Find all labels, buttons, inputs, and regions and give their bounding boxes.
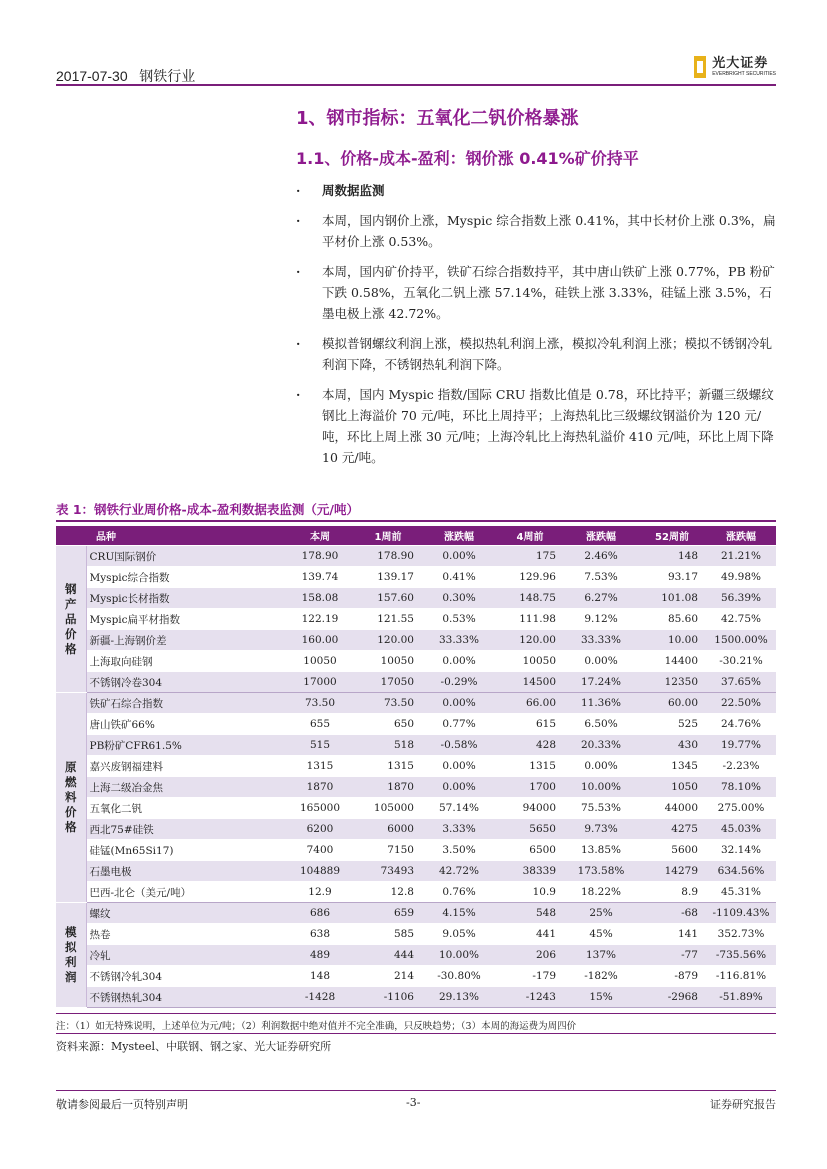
header-cell: 涨跌幅	[706, 526, 776, 546]
table-cell: 0.53%	[422, 609, 496, 630]
table-cell: 10050	[354, 651, 422, 672]
table-cell: 17.24%	[564, 672, 638, 693]
table-cell: 650	[354, 714, 422, 735]
header-cell: 4周前	[496, 526, 564, 546]
table-cell: 12.8	[354, 882, 422, 903]
table-cell: 10.00%	[422, 945, 496, 966]
row-label: 新疆-上海钢价差	[86, 630, 286, 651]
table-cell: 0.00%	[564, 651, 638, 672]
table-cell: -179	[496, 966, 564, 987]
company-logo	[694, 52, 776, 82]
table-cell: 1315	[286, 756, 354, 777]
header-cell: 52周前	[638, 526, 706, 546]
table-cell: 430	[638, 735, 706, 756]
table-cell: 9.05%	[422, 924, 496, 945]
table-cell: 101.08	[638, 588, 706, 609]
header-cell: 1周前	[354, 526, 422, 546]
logo-mark-icon	[694, 56, 706, 78]
table-cell: 352.73%	[706, 924, 776, 945]
table-cell: 5600	[638, 840, 706, 861]
table-cell: 10.00%	[564, 777, 638, 798]
table-cell: 6200	[286, 819, 354, 840]
table-cell: 15%	[564, 987, 638, 1008]
row-label: 螺纹	[86, 903, 286, 924]
row-label: 不锈钢热轧304	[86, 987, 286, 1008]
header-date-industry	[56, 66, 195, 86]
table-row	[56, 861, 776, 882]
table-cell: 17000	[286, 672, 354, 693]
table-cell: 122.19	[286, 609, 354, 630]
row-label: 石墨电极	[86, 861, 286, 882]
table-top-rule	[56, 520, 776, 522]
table-cell: 525	[638, 714, 706, 735]
table-row	[56, 546, 776, 567]
table-cell: 0.00%	[422, 777, 496, 798]
table-cell: 428	[496, 735, 564, 756]
table-row	[56, 567, 776, 588]
group-label: 原 燃 料 价 格	[56, 693, 86, 903]
industry-label: 钢铁行业	[139, 68, 196, 84]
table-cell: 7400	[286, 840, 354, 861]
table-cell: 1700	[496, 777, 564, 798]
table-cell: 0.00%	[422, 693, 496, 714]
table-cell: 175	[496, 546, 564, 567]
header-blank	[56, 526, 86, 546]
table-row	[56, 651, 776, 672]
table-cell: 14279	[638, 861, 706, 882]
table-cell: 638	[286, 924, 354, 945]
table-cell: -2.23%	[706, 756, 776, 777]
table-cell: 7150	[354, 840, 422, 861]
data-source: 资料来源：Mysteel、中联钢、钢之家、光大证券研究所	[56, 1033, 776, 1054]
table-cell: 7.53%	[564, 567, 638, 588]
table-cell: 148	[638, 546, 706, 567]
table-cell: 19.77%	[706, 735, 776, 756]
row-label: Myspic综合指数	[86, 567, 286, 588]
table-cell: 129.96	[496, 567, 564, 588]
table-cell: 14400	[638, 651, 706, 672]
row-label: 冷轧	[86, 945, 286, 966]
table-cell: 12.9	[286, 882, 354, 903]
table-cell: 93.17	[638, 567, 706, 588]
table-cell: 32.14%	[706, 840, 776, 861]
group-label: 模 拟 利 润	[56, 903, 86, 1008]
table-cell: 120.00	[496, 630, 564, 651]
table-cell: 441	[496, 924, 564, 945]
table-cell: 42.72%	[422, 861, 496, 882]
table-cell: 85.60	[638, 609, 706, 630]
table-cell: 6500	[496, 840, 564, 861]
table-cell: 1500.00%	[706, 630, 776, 651]
table-cell: 655	[286, 714, 354, 735]
table-cell: 25%	[564, 903, 638, 924]
table-cell: 615	[496, 714, 564, 735]
table-cell: 60.00	[638, 693, 706, 714]
table-cell: 148.75	[496, 588, 564, 609]
table-cell: 173.58%	[564, 861, 638, 882]
row-label: 五氧化二钒	[86, 798, 286, 819]
bullet-item: · 模拟普钢螺纹利润上涨，模拟热轧利润上涨，模拟冷轧利润上涨；模拟不锈钢冷轧利润下降，不锈钢热轧利润下降。	[296, 333, 780, 375]
table-cell: 10.00	[638, 630, 706, 651]
bullet-item: · 本周，国内 Myspic 指数/国际 CRU 指数比值是 0.78，环比持平；新疆三级螺纹钢比上海溢价 70 元/吨，环比上周持平；上海热轧比三级螺纹钢溢价为 120 元/吨，环比上周上涨 30 元/吨；上海冷轧比上海热轧溢价 410 元/吨，环比上周下降 10 元/吨。	[296, 384, 780, 468]
table-cell: 0.00%	[422, 651, 496, 672]
row-label: PB粉矿CFR61.5%	[86, 735, 286, 756]
table-body	[56, 546, 776, 1008]
table-cell: 148	[286, 966, 354, 987]
table-cell: 45%	[564, 924, 638, 945]
table-cell: 4275	[638, 819, 706, 840]
footer-disclaimer: 敬请参阅最后一页特别声明	[56, 1098, 188, 1111]
table-cell: 13.85%	[564, 840, 638, 861]
table-cell: 275.00%	[706, 798, 776, 819]
table-cell: 206	[496, 945, 564, 966]
table-cell: 4.15%	[422, 903, 496, 924]
table-row	[56, 966, 776, 987]
table-row	[56, 987, 776, 1008]
row-label: 热卷	[86, 924, 286, 945]
table-cell: 0.00%	[422, 546, 496, 567]
row-label: 铁矿石综合指数	[86, 693, 286, 714]
table-cell: -0.29%	[422, 672, 496, 693]
table-cell: -182%	[564, 966, 638, 987]
table-cell: -30.80%	[422, 966, 496, 987]
table-cell: 66.00	[496, 693, 564, 714]
table-cell: 121.55	[354, 609, 422, 630]
table-cell: 17050	[354, 672, 422, 693]
table-cell: -735.56%	[706, 945, 776, 966]
table-cell: 20.33%	[564, 735, 638, 756]
header-cell: 品种	[86, 526, 286, 546]
table-cell: 3.33%	[422, 819, 496, 840]
table-cell: 157.60	[354, 588, 422, 609]
table-cell: 49.98%	[706, 567, 776, 588]
table-row	[56, 798, 776, 819]
table-cell: 9.73%	[564, 819, 638, 840]
bullet-list	[296, 180, 780, 477]
row-label: 硅锰(Mn65Si17)	[86, 840, 286, 861]
bullet-item: · 本周，国内钢价上涨，Myspic 综合指数上涨 0.41%，其中长材价上涨 0.3%，扁平材价上涨 0.53%。	[296, 210, 780, 252]
table-cell: 585	[354, 924, 422, 945]
table-row	[56, 630, 776, 651]
table-cell: 6.27%	[564, 588, 638, 609]
logo-chinese: 光大证券	[712, 56, 769, 71]
table-row	[56, 714, 776, 735]
table-cell: 0.00%	[564, 756, 638, 777]
table-cell: 178.90	[354, 546, 422, 567]
table-cell: 634.56%	[706, 861, 776, 882]
table-cell: 141	[638, 924, 706, 945]
table-cell: 75.53%	[564, 798, 638, 819]
table-cell: -1109.43%	[706, 903, 776, 924]
page-header	[56, 52, 776, 86]
table-cell: 10050	[496, 651, 564, 672]
table-cell: 105000	[354, 798, 422, 819]
table-row	[56, 924, 776, 945]
table-cell: -2968	[638, 987, 706, 1008]
table-cell: 45.31%	[706, 882, 776, 903]
table-cell: 1870	[286, 777, 354, 798]
table-cell: 73.50	[354, 693, 422, 714]
row-label: 唐山铁矿66%	[86, 714, 286, 735]
table-cell: 9.12%	[564, 609, 638, 630]
footer-report-type: 证券研究报告	[710, 1098, 776, 1111]
row-label: 上海取向硅钢	[86, 651, 286, 672]
bullet-item: · 本周，国内矿价持平，铁矿石综合指数持平，其中唐山铁矿上涨 0.77%，PB 粉矿下跌 0.58%，五氧化二钒上涨 57.14%，硅铁上涨 3.33%，硅锰上涨 3.5%，石墨电极上涨 42.72%。	[296, 261, 780, 324]
table-cell: 29.13%	[422, 987, 496, 1008]
header-divider	[56, 84, 776, 86]
table-cell: 38339	[496, 861, 564, 882]
table-cell: 22.50%	[706, 693, 776, 714]
table-cell: 2.46%	[564, 546, 638, 567]
table-cell: 518	[354, 735, 422, 756]
table-cell: 10.9	[496, 882, 564, 903]
table-cell: -51.89%	[706, 987, 776, 1008]
subsection-heading: 1.1、价格-成本-盈利：钢价涨 0.41%矿价持平	[296, 149, 639, 168]
table-cell: 42.75%	[706, 609, 776, 630]
table-cell: 44000	[638, 798, 706, 819]
table-cell: 548	[496, 903, 564, 924]
table-cell: 0.00%	[422, 756, 496, 777]
group-label: 钢 产 品 价 格	[56, 546, 86, 693]
table-row	[56, 840, 776, 861]
table-cell: 139.74	[286, 567, 354, 588]
table-cell: 57.14%	[422, 798, 496, 819]
header-cell: 涨跌幅	[422, 526, 496, 546]
table-cell: 165000	[286, 798, 354, 819]
table-cell: 120.00	[354, 630, 422, 651]
header-cell: 涨跌幅	[564, 526, 638, 546]
table-cell: -77	[638, 945, 706, 966]
table-header-row	[56, 526, 776, 546]
row-label: 上海二级冶金焦	[86, 777, 286, 798]
table-cell: 24.76%	[706, 714, 776, 735]
table-note: 注：（1）如无特殊说明，上述单位为元/吨；（2）利润数据中绝对值并不完全准确，只反映趋势；（3）本周的海运费为周四价	[56, 1013, 776, 1032]
table-cell: 21.21%	[706, 546, 776, 567]
table-cell: -1243	[496, 987, 564, 1008]
table-row	[56, 693, 776, 714]
table-cell: 33.33%	[422, 630, 496, 651]
table-title: 表 1：钢铁行业周价格-成本-盈利数据表监测（元/吨）	[56, 502, 359, 517]
table-cell: 0.76%	[422, 882, 496, 903]
table-cell: 33.33%	[564, 630, 638, 651]
table-row	[56, 756, 776, 777]
table-cell: 178.90	[286, 546, 354, 567]
table-row	[56, 882, 776, 903]
section-heading: 1、钢市指标：五氧化二钒价格暴涨	[296, 108, 579, 129]
table-cell: 73.50	[286, 693, 354, 714]
table-cell: 18.22%	[564, 882, 638, 903]
table-cell: -0.58%	[422, 735, 496, 756]
table-cell: 160.00	[286, 630, 354, 651]
table-cell: 1315	[354, 756, 422, 777]
table-cell: 56.39%	[706, 588, 776, 609]
footer-divider	[56, 1090, 776, 1091]
table-row	[56, 819, 776, 840]
table-cell: 1050	[638, 777, 706, 798]
table-cell: 139.17	[354, 567, 422, 588]
logo-english: EVERBRIGHT SECURITIES	[712, 71, 776, 77]
table-cell: 78.10%	[706, 777, 776, 798]
table-cell: 3.50%	[422, 840, 496, 861]
table-cell: 659	[354, 903, 422, 924]
row-label: Myspic扁平材指数	[86, 609, 286, 630]
bullet-item: · 周数据监测	[296, 180, 780, 201]
table-cell: 37.65%	[706, 672, 776, 693]
table-cell: -30.21%	[706, 651, 776, 672]
table-cell: 0.30%	[422, 588, 496, 609]
table-cell: -68	[638, 903, 706, 924]
report-date: 2017-07-30	[56, 68, 128, 84]
table-row	[56, 588, 776, 609]
table-cell: 45.03%	[706, 819, 776, 840]
table-cell: 104889	[286, 861, 354, 882]
table-row	[56, 672, 776, 693]
row-label: 西北75#硅铁	[86, 819, 286, 840]
table-cell: -116.81%	[706, 966, 776, 987]
row-label: CRU国际钢价	[86, 546, 286, 567]
table-row	[56, 735, 776, 756]
table-cell: 0.77%	[422, 714, 496, 735]
row-label: 不锈钢冷轧304	[86, 966, 286, 987]
price-cost-profit-table	[56, 526, 776, 1008]
table-cell: 1345	[638, 756, 706, 777]
table-row	[56, 609, 776, 630]
table-cell: 489	[286, 945, 354, 966]
table-cell: 0.41%	[422, 567, 496, 588]
table-cell: 111.98	[496, 609, 564, 630]
table-cell: -1106	[354, 987, 422, 1008]
table-cell: 8.9	[638, 882, 706, 903]
header-cell: 本周	[286, 526, 354, 546]
table-cell: 1315	[496, 756, 564, 777]
table-cell: 11.36%	[564, 693, 638, 714]
table-cell: 444	[354, 945, 422, 966]
table-cell: 12350	[638, 672, 706, 693]
table-cell: -1428	[286, 987, 354, 1008]
table-row	[56, 945, 776, 966]
table-row	[56, 777, 776, 798]
page-number: -3-	[406, 1096, 421, 1109]
row-label: 不锈钢冷卷304	[86, 672, 286, 693]
table-cell: 214	[354, 966, 422, 987]
table-cell: 6.50%	[564, 714, 638, 735]
row-label: 巴西-北仑（美元/吨）	[86, 882, 286, 903]
table-cell: -879	[638, 966, 706, 987]
table-cell: 14500	[496, 672, 564, 693]
table-cell: 73493	[354, 861, 422, 882]
table-cell: 137%	[564, 945, 638, 966]
table-cell: 515	[286, 735, 354, 756]
table-cell: 1870	[354, 777, 422, 798]
row-label: 嘉兴废钢福建料	[86, 756, 286, 777]
table-cell: 6000	[354, 819, 422, 840]
table-row	[56, 903, 776, 924]
table-cell: 686	[286, 903, 354, 924]
row-label: Myspic长材指数	[86, 588, 286, 609]
table-cell: 94000	[496, 798, 564, 819]
table-cell: 158.08	[286, 588, 354, 609]
table-cell: 10050	[286, 651, 354, 672]
table-cell: 5650	[496, 819, 564, 840]
